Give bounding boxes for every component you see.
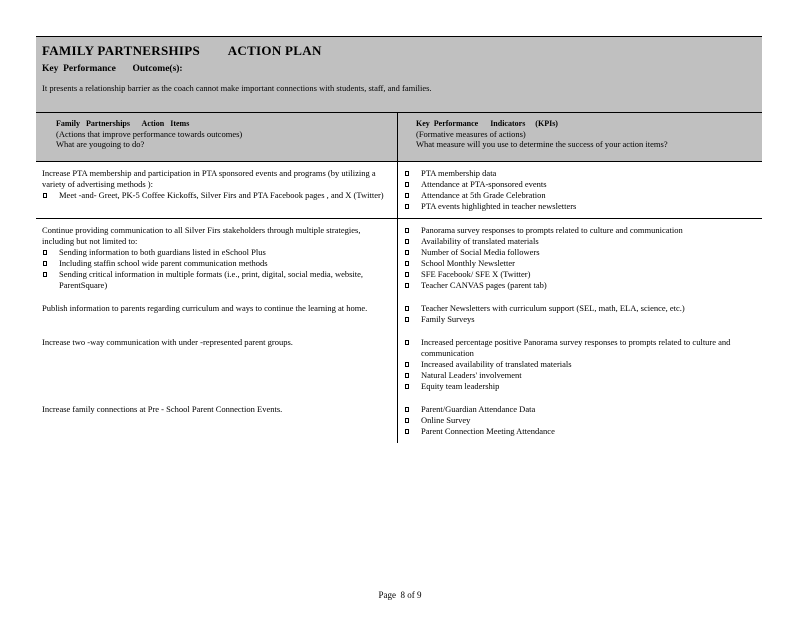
kpi-list <box>404 303 756 325</box>
kpi-cell <box>397 297 762 331</box>
list-item: Sending information to both guardians listed in eSchool Plus <box>42 247 391 258</box>
list-item: Attendance at PTA-sponsored events <box>404 179 756 190</box>
table-row <box>36 162 762 219</box>
list-item: Equity team leadership <box>404 381 756 392</box>
key-performance-outcome-label: Key Performance Outcome(s): <box>42 64 183 74</box>
list-item: Increased percentage positive Panorama survey responses to prompts related to culture and communication <box>404 337 756 359</box>
action-items-header-line2: What are yougoing to do? <box>56 139 145 149</box>
action-bullet-list <box>42 247 391 291</box>
kpi-list <box>404 337 756 392</box>
kpi-list <box>404 404 756 437</box>
kpi-list <box>404 168 756 212</box>
kpi-list <box>404 225 756 291</box>
kpi-cell <box>397 398 762 443</box>
list-item: Number of Social Media followers <box>404 247 756 258</box>
square-bullet-icon <box>43 193 47 198</box>
square-bullet-icon <box>405 384 409 389</box>
kpi-cell <box>397 331 762 398</box>
action-text: Publish information to parents regarding curriculum and ways to continue the learning at home. <box>42 303 368 313</box>
table-header <box>36 112 762 162</box>
action-cell <box>36 162 397 218</box>
action-items-header-title: Family Partnerships Action Items <box>56 119 190 128</box>
list-item: Family Surveys <box>404 314 756 325</box>
list-item: SFE Facebook/ SFE X (Twitter) <box>404 269 756 280</box>
list-item: Attendance at 5th Grade Celebration <box>404 190 756 201</box>
square-bullet-icon <box>405 250 409 255</box>
square-bullet-icon <box>405 317 409 322</box>
square-bullet-icon <box>43 272 47 277</box>
list-item: Meet -and- Greet, PK-5 Coffee Kickoffs, Silver Firs and PTA Facebook pages , and X (Twitter) <box>42 190 391 201</box>
square-bullet-icon <box>405 283 409 288</box>
table-row <box>36 331 762 398</box>
list-item: Availability of translated materials <box>404 236 756 247</box>
action-text: Increase PTA membership and participation in PTA sponsored events and programs (by utilizing a variety of advertising methods ): <box>42 168 376 189</box>
square-bullet-icon <box>405 193 409 198</box>
square-bullet-icon <box>405 373 409 378</box>
action-cell <box>36 398 397 443</box>
kpi-header-line2: What measure will you use to determine the success of your action items? <box>416 139 668 149</box>
square-bullet-icon <box>405 272 409 277</box>
square-bullet-icon <box>405 418 409 423</box>
action-items-header-line1: (Actions that improve performance towards outcomes) <box>56 129 243 139</box>
list-item: Parent/Guardian Attendance Data <box>404 404 756 415</box>
action-text: Continue providing communication to all Silver Firs stakeholders through multiple strategies, including but not limited to: <box>42 225 361 246</box>
page-number: Page 8 of 9 <box>378 590 422 600</box>
title-block <box>36 36 762 112</box>
list-item: School Monthly Newsletter <box>404 258 756 269</box>
list-item: Panorama survey responses to prompts related to culture and communication <box>404 225 756 236</box>
table-row <box>36 219 762 297</box>
list-item: Teacher CANVAS pages (parent tab) <box>404 280 756 291</box>
action-plan-document <box>36 36 762 443</box>
list-item: Parent Connection Meeting Attendance <box>404 426 756 437</box>
square-bullet-icon <box>405 429 409 434</box>
square-bullet-icon <box>405 204 409 209</box>
list-item: PTA membership data <box>404 168 756 179</box>
square-bullet-icon <box>43 250 47 255</box>
kpi-header-title: Key Performance Indicators (KPIs) <box>416 119 558 128</box>
action-cell <box>36 331 397 398</box>
square-bullet-icon <box>405 239 409 244</box>
square-bullet-icon <box>405 340 409 345</box>
action-text: Increase two -way communication with under -represented parent groups. <box>42 337 293 347</box>
list-item: Natural Leaders' involvement <box>404 370 756 381</box>
kpi-cell <box>397 162 762 218</box>
square-bullet-icon <box>43 261 47 266</box>
kpi-cell <box>397 219 762 297</box>
action-text: Increase family connections at Pre - School Parent Connection Events. <box>42 404 283 414</box>
list-item: Including staffin school wide parent communication methods <box>42 258 391 269</box>
table-row <box>36 297 762 331</box>
list-item: Increased availability of translated materials <box>404 359 756 370</box>
list-item: Online Survey <box>404 415 756 426</box>
square-bullet-icon <box>405 362 409 367</box>
action-cell <box>36 219 397 297</box>
action-cell <box>36 297 397 331</box>
square-bullet-icon <box>405 228 409 233</box>
square-bullet-icon <box>405 407 409 412</box>
square-bullet-icon <box>405 171 409 176</box>
outcome-description: It presents a relationship barrier as the coach cannot make important connections with students, staff, and families. <box>42 83 432 93</box>
kpi-header-line1: (Formative measures of actions) <box>416 129 526 139</box>
list-item: Teacher Newsletters with curriculum support (SEL, math, ELA, science, etc.) <box>404 303 756 314</box>
square-bullet-icon <box>405 261 409 266</box>
action-bullet-list <box>42 190 391 201</box>
list-item: PTA events highlighted in teacher newsletters <box>404 201 756 212</box>
table-row <box>36 398 762 443</box>
square-bullet-icon <box>405 306 409 311</box>
square-bullet-icon <box>405 182 409 187</box>
list-item: Sending critical information in multiple formats (i.e., print, digital, social media, website, ParentSquare) <box>42 269 391 291</box>
kpi-header <box>397 113 762 161</box>
document-title: FAMILY PARTNERSHIPS ACTION PLAN <box>42 43 322 58</box>
action-items-header <box>36 113 397 161</box>
